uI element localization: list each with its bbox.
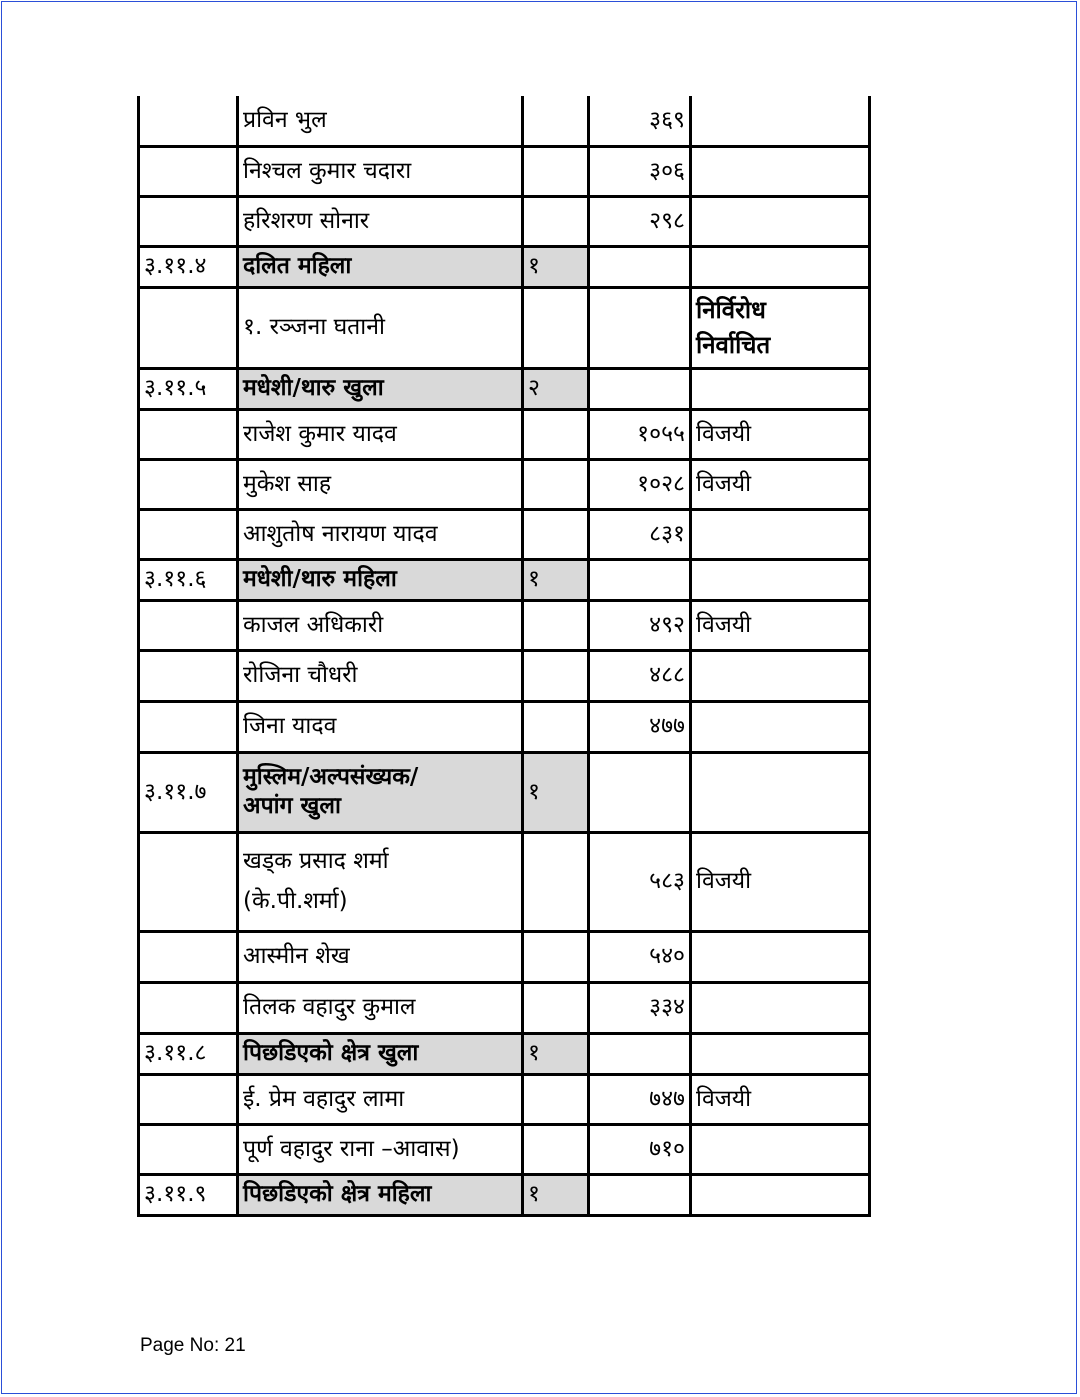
table-row: [139, 832, 870, 931]
row-code: [139, 1074, 238, 1124]
candidate-name: ई. प्रेम वहादुर लामा: [238, 1074, 523, 1124]
vote-count: [589, 752, 691, 832]
row-code: [139, 459, 238, 509]
vote-count: ४८८: [589, 650, 691, 701]
table-row: [139, 146, 870, 196]
candidate-name: तिलक वहादुर कुमाल: [238, 982, 523, 1033]
remark: [691, 650, 870, 701]
row-code: [139, 982, 238, 1033]
remark: [691, 509, 870, 559]
vote-count: ५८३: [589, 832, 691, 931]
category-code: ३.११.५: [139, 368, 238, 409]
remark-line: निर्विरोध: [696, 295, 766, 324]
seat-count: [523, 146, 589, 196]
candidate-name: आस्मीन शेख: [238, 931, 523, 982]
vote-count: [589, 559, 691, 600]
seat-count: १: [523, 1033, 589, 1074]
vote-count: [589, 287, 691, 368]
category-code: ३.११.७: [139, 752, 238, 832]
remark: विजयी: [691, 459, 870, 509]
remark: [691, 246, 870, 287]
category-row: [139, 752, 870, 832]
row-code: [139, 509, 238, 559]
seat-count: [523, 196, 589, 246]
vote-count: ३३४: [589, 982, 691, 1033]
candidate-name-line: खड्क प्रसाद शर्मा: [243, 848, 389, 875]
category-row: [139, 559, 870, 600]
category-name: मधेशी/थारु महिला: [238, 559, 523, 600]
results-table: [137, 96, 871, 1217]
vote-count: २९८: [589, 196, 691, 246]
row-code: [139, 96, 238, 146]
category-row: [139, 1174, 870, 1215]
candidate-name: प्रविन भुल: [238, 96, 523, 146]
seat-count: [523, 650, 589, 701]
candidate-name: [238, 832, 523, 931]
row-code: [139, 1124, 238, 1174]
category-row: [139, 246, 870, 287]
table-row: [139, 287, 870, 368]
row-code: [139, 196, 238, 246]
candidate-name: आशुतोष नारायण यादव: [238, 509, 523, 559]
table-row: [139, 982, 870, 1033]
table-row: [139, 931, 870, 982]
remark: [691, 752, 870, 832]
table-row: [139, 459, 870, 509]
table-row: [139, 701, 870, 752]
row-code: [139, 931, 238, 982]
candidate-name: १. रञ्जना घतानी: [238, 287, 523, 368]
row-code: [139, 287, 238, 368]
vote-count: ८३१: [589, 509, 691, 559]
vote-count: ७१०: [589, 1124, 691, 1174]
vote-count: ७४७: [589, 1074, 691, 1124]
category-name-line: मुस्लिम/अल्पसंख्यक/: [243, 764, 419, 791]
seat-count: [523, 459, 589, 509]
candidate-name: जिना यादव: [238, 701, 523, 752]
row-code: [139, 409, 238, 459]
vote-count: १०२८: [589, 459, 691, 509]
seat-count: [523, 1124, 589, 1174]
seat-count: [523, 982, 589, 1033]
vote-count: ४९२: [589, 600, 691, 650]
vote-count: [589, 1033, 691, 1074]
candidate-name: रोजिना चौधरी: [238, 650, 523, 701]
candidate-name-line: (के.पी.शर्मा): [243, 887, 348, 914]
seat-count: १: [523, 752, 589, 832]
category-code: ३.११.४: [139, 246, 238, 287]
remark: [691, 1033, 870, 1074]
table-row: [139, 196, 870, 246]
category-name: मधेशी/थारु खुला: [238, 368, 523, 409]
table-row: [139, 600, 870, 650]
remark: विजयी: [691, 1074, 870, 1124]
seat-count: [523, 931, 589, 982]
table-row: [139, 409, 870, 459]
candidate-name: हरिशरण सोनार: [238, 196, 523, 246]
row-code: [139, 701, 238, 752]
vote-count: [589, 246, 691, 287]
remark-line: निर्वाचित: [696, 330, 771, 359]
vote-count: [589, 1174, 691, 1215]
seat-count: १: [523, 559, 589, 600]
remark: [691, 1124, 870, 1174]
candidate-name: काजल अधिकारी: [238, 600, 523, 650]
seat-count: [523, 832, 589, 931]
page-number: Page No: 21: [140, 1335, 246, 1356]
remark: [691, 701, 870, 752]
table-row: [139, 650, 870, 701]
vote-count: [589, 368, 691, 409]
table-row: [139, 1124, 870, 1174]
seat-count: [523, 701, 589, 752]
table-row: [139, 1074, 870, 1124]
remark: [691, 196, 870, 246]
row-code: [139, 650, 238, 701]
remark: विजयी: [691, 409, 870, 459]
candidate-name: मुकेश साह: [238, 459, 523, 509]
category-name: दलित महिला: [238, 246, 523, 287]
remark: [691, 931, 870, 982]
remark: [691, 287, 870, 368]
seat-count: १: [523, 1174, 589, 1215]
seat-count: [523, 96, 589, 146]
remark: विजयी: [691, 832, 870, 931]
seat-count: २: [523, 368, 589, 409]
candidate-name: राजेश कुमार यादव: [238, 409, 523, 459]
category-name: पिछडिएको क्षेत्र महिला: [238, 1174, 523, 1215]
seat-count: [523, 509, 589, 559]
row-code: [139, 600, 238, 650]
vote-count: १०५५: [589, 409, 691, 459]
vote-count: ३०६: [589, 146, 691, 196]
vote-count: ३६९: [589, 96, 691, 146]
table-row: [139, 96, 870, 146]
category-code: ३.११.९: [139, 1174, 238, 1215]
remark: [691, 96, 870, 146]
seat-count: १: [523, 246, 589, 287]
vote-count: ४७७: [589, 701, 691, 752]
table-row: [139, 509, 870, 559]
remark: [691, 1174, 870, 1215]
seat-count: [523, 1074, 589, 1124]
category-name: [238, 752, 523, 832]
candidate-name: पूर्ण वहादुर राना –आवास): [238, 1124, 523, 1174]
category-row: [139, 1033, 870, 1074]
remark: [691, 982, 870, 1033]
category-name: पिछडिएको क्षेत्र खुला: [238, 1033, 523, 1074]
remark: [691, 368, 870, 409]
row-code: [139, 146, 238, 196]
candidate-name: निश्चल कुमार चदारा: [238, 146, 523, 196]
seat-count: [523, 409, 589, 459]
category-code: ३.११.८: [139, 1033, 238, 1074]
remark: [691, 146, 870, 196]
seat-count: [523, 287, 589, 368]
row-code: [139, 832, 238, 931]
category-row: [139, 368, 870, 409]
vote-count: ५४०: [589, 931, 691, 982]
category-code: ३.११.६: [139, 559, 238, 600]
category-name-line: अपांग खुला: [243, 793, 341, 819]
remark: विजयी: [691, 600, 870, 650]
seat-count: [523, 600, 589, 650]
remark: [691, 559, 870, 600]
